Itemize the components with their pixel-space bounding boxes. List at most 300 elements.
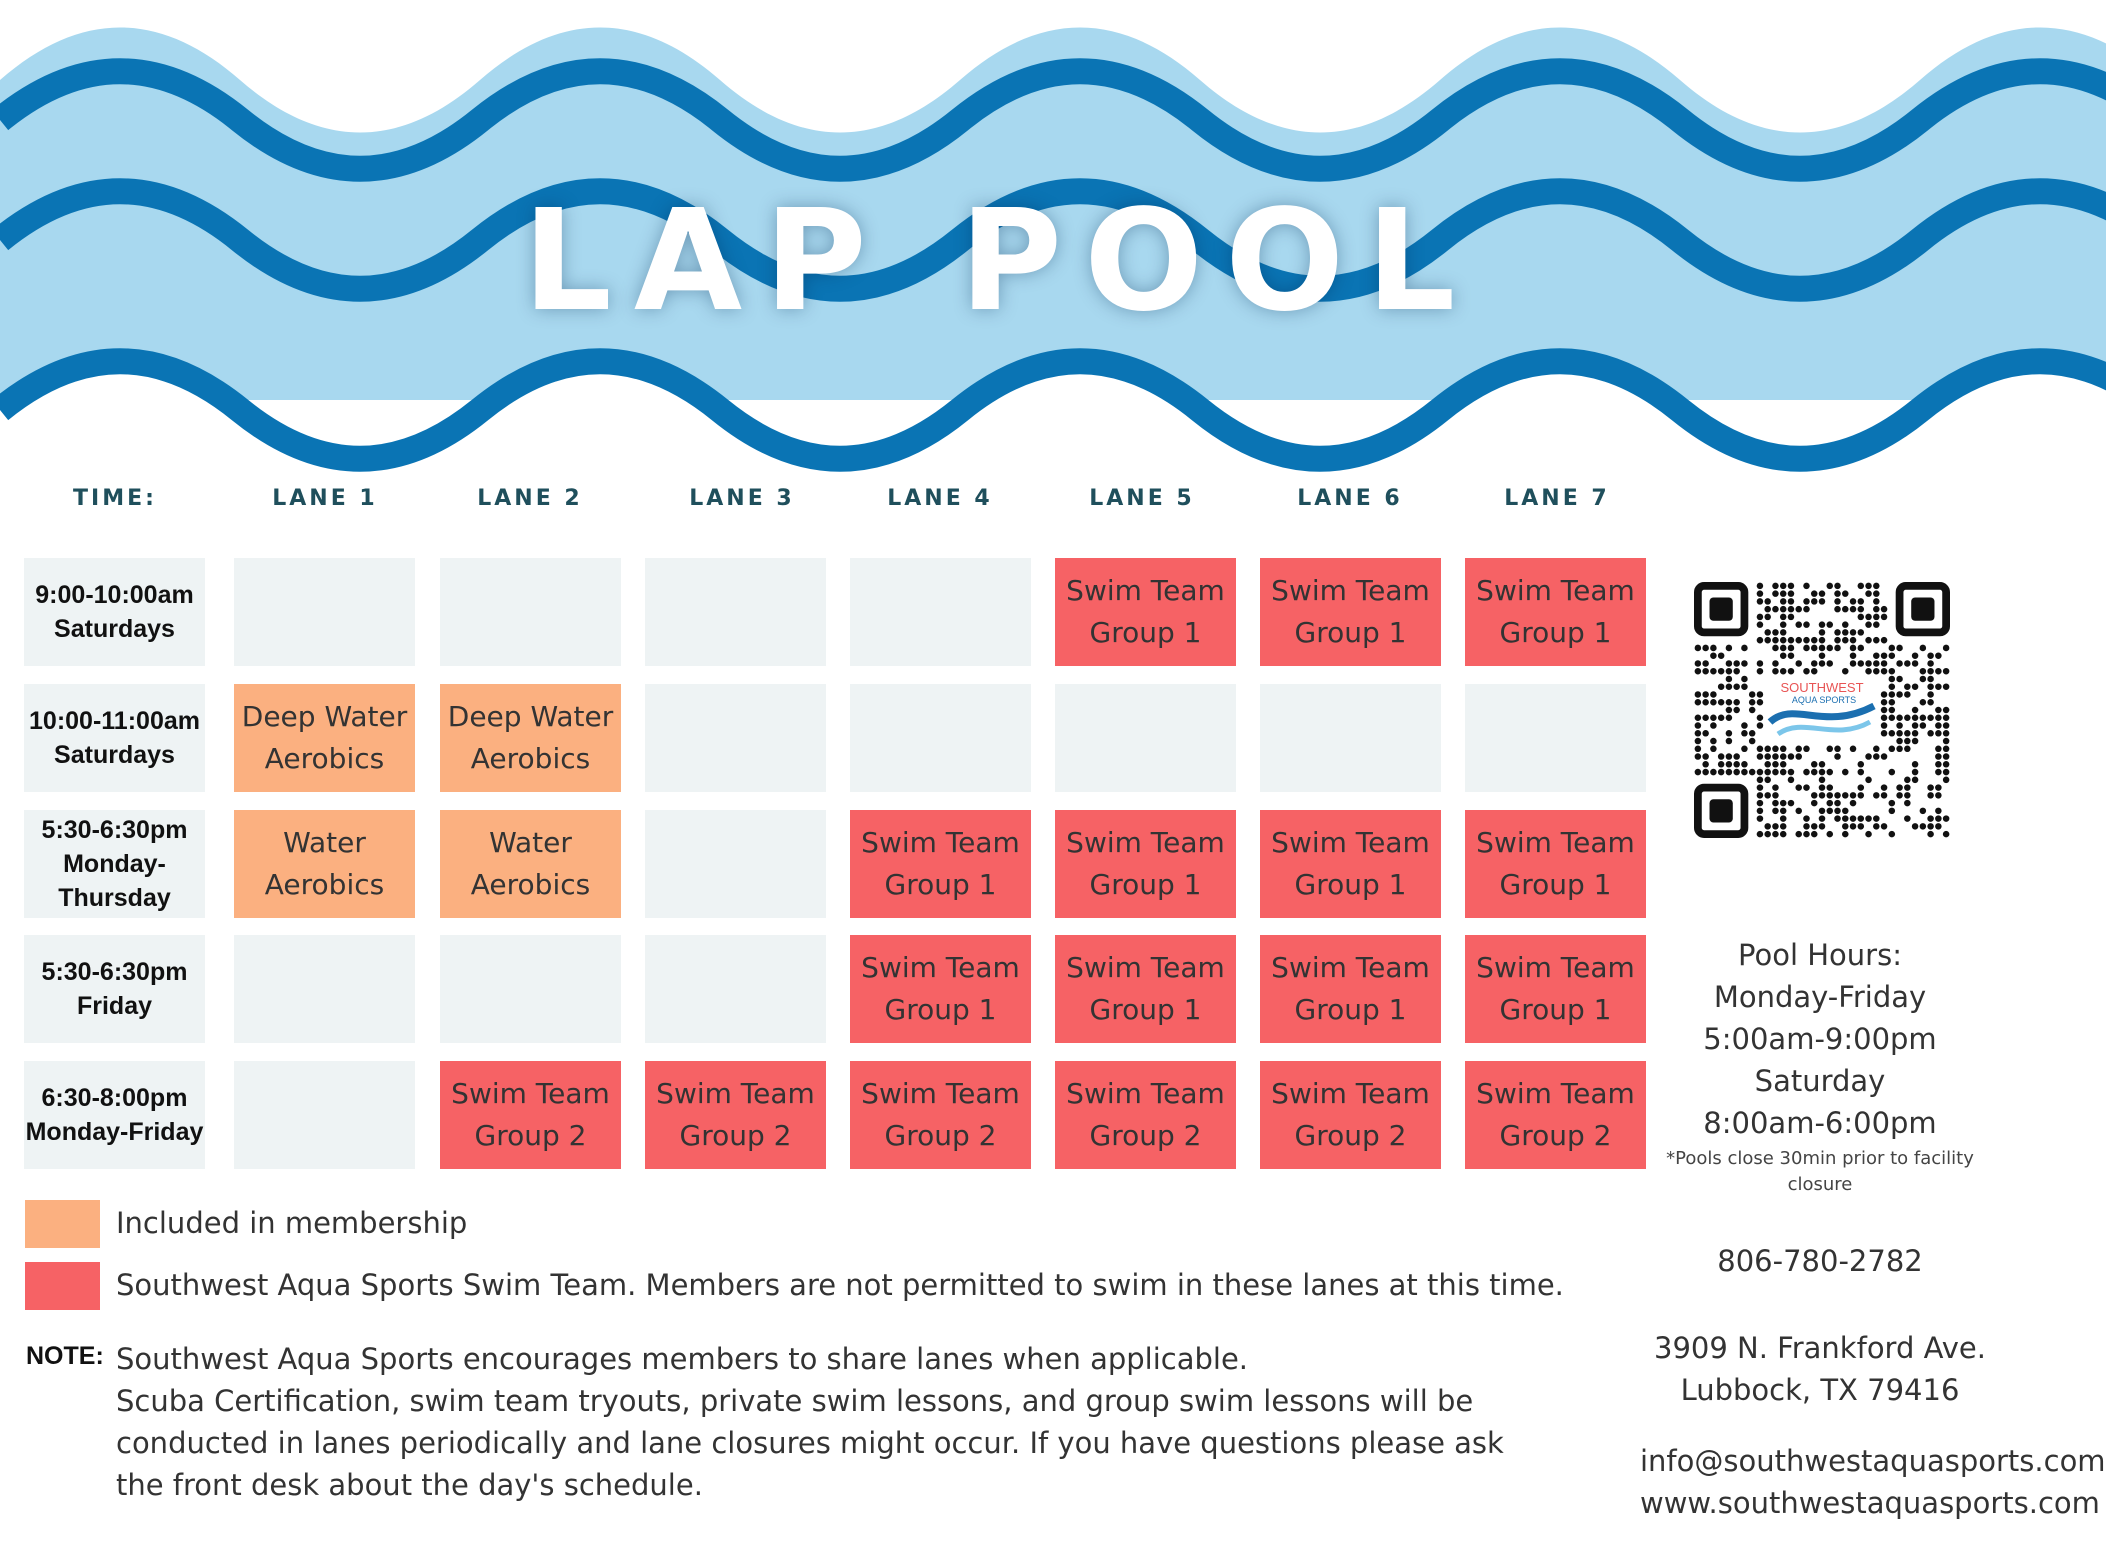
qr-module — [1702, 645, 1709, 652]
qr-module — [1912, 722, 1919, 729]
qr-module — [1795, 637, 1802, 644]
qr-module — [1780, 652, 1787, 659]
session-label — [1066, 1073, 1225, 1157]
qr-module — [1873, 823, 1880, 830]
qr-module — [1811, 800, 1818, 807]
qr-module — [1912, 777, 1919, 784]
qr-module — [1826, 808, 1833, 815]
qr-module — [1741, 769, 1748, 776]
qr-module — [1834, 583, 1841, 590]
qr-module — [1850, 815, 1857, 822]
qr-module — [1873, 792, 1880, 799]
qr-module — [1733, 660, 1740, 667]
qr-code[interactable] — [1694, 582, 1950, 838]
session-label-line: Swim Team — [1271, 951, 1430, 984]
qr-module — [1780, 629, 1787, 636]
session-label-line: Group 2 — [679, 1119, 792, 1152]
qr-module — [1811, 792, 1818, 799]
qr-module — [1896, 784, 1903, 791]
qr-module — [1889, 746, 1896, 753]
qr-module — [1927, 815, 1934, 822]
qr-module — [1943, 707, 1950, 714]
qr-module — [1795, 606, 1802, 613]
qr-module — [1780, 808, 1787, 815]
qr-module — [1757, 590, 1764, 597]
qr-module — [1943, 815, 1950, 822]
qr-module — [1850, 606, 1857, 613]
session-label — [451, 1073, 610, 1157]
qr-module — [1904, 660, 1911, 667]
time-label-line: 9:00-10:00am — [35, 581, 194, 609]
qr-module — [1826, 831, 1833, 838]
qr-module — [1772, 823, 1779, 830]
qr-module — [1757, 614, 1764, 621]
qr-module — [1726, 738, 1733, 745]
session-label-line: Water — [489, 826, 572, 859]
time-label-line: 5:30-6:30pm — [41, 958, 188, 986]
qr-module — [1889, 808, 1896, 815]
qr-module — [1858, 823, 1865, 830]
address — [1640, 1327, 2000, 1411]
qr-module — [1803, 823, 1810, 830]
qr-module — [1772, 645, 1779, 652]
qr-module — [1803, 831, 1810, 838]
session-label — [861, 1073, 1020, 1157]
header-lane-2: LANE 2 — [477, 486, 583, 511]
legend-text-membership: Included in membership — [116, 1206, 468, 1240]
phone-number[interactable]: 806-780-2782 — [1717, 1244, 1923, 1278]
qr-module — [1927, 784, 1934, 791]
qr-module — [1842, 769, 1849, 776]
time-cell — [24, 935, 205, 1043]
session-label-line: Group 1 — [1089, 993, 1202, 1026]
session-label — [1271, 570, 1430, 654]
qr-module — [1795, 746, 1802, 753]
qr-module — [1920, 808, 1927, 815]
qr-module — [1865, 637, 1872, 644]
lane-4-cell — [850, 1061, 1031, 1169]
qr-module — [1811, 590, 1818, 597]
qr-module — [1757, 792, 1764, 799]
qr-module — [1889, 699, 1896, 706]
qr-module — [1920, 699, 1927, 706]
lane-7-cell — [1465, 810, 1646, 918]
qr-module — [1889, 730, 1896, 737]
qr-module — [1834, 792, 1841, 799]
header-lane-3: LANE 3 — [689, 486, 795, 511]
qr-module — [1873, 621, 1880, 628]
qr-module — [1865, 831, 1872, 838]
pool-hours-saturday-label: Saturday — [1754, 1064, 1886, 1098]
qr-module — [1858, 815, 1865, 822]
qr-module — [1873, 598, 1880, 605]
qr-module — [1842, 831, 1849, 838]
session-label — [1476, 947, 1635, 1031]
qr-module — [1780, 583, 1787, 590]
qr-module — [1695, 730, 1702, 737]
lane-4-cell — [850, 684, 1031, 792]
qr-module — [1757, 808, 1764, 815]
qr-module — [1826, 746, 1833, 753]
qr-module — [1718, 683, 1725, 690]
qr-module — [1834, 753, 1841, 760]
qr-module — [1764, 761, 1771, 768]
qr-module — [1920, 676, 1927, 683]
qr-module — [1912, 823, 1919, 830]
qr-module — [1741, 722, 1748, 729]
lane-7-cell — [1465, 558, 1646, 666]
time-label-line: 10:00-11:00am — [29, 707, 200, 735]
qr-module — [1764, 637, 1771, 644]
qr-module — [1819, 660, 1826, 667]
qr-module — [1889, 800, 1896, 807]
qr-module — [1757, 637, 1764, 644]
qr-module — [1772, 831, 1779, 838]
qr-module — [1772, 808, 1779, 815]
qr-module — [1873, 652, 1880, 659]
qr-module — [1943, 722, 1950, 729]
time-label — [42, 955, 188, 1023]
qr-module — [1741, 683, 1748, 690]
qr-module — [1811, 645, 1818, 652]
time-label-line: Monday-Friday — [25, 1118, 204, 1146]
qr-module — [1842, 792, 1849, 799]
qr-module — [1826, 784, 1833, 791]
session-label-line: Deep Water — [241, 700, 408, 733]
qr-module — [1920, 668, 1927, 675]
qr-module — [1726, 730, 1733, 737]
qr-module — [1935, 746, 1942, 753]
session-label — [242, 696, 407, 780]
qr-module — [1772, 668, 1779, 675]
qr-module — [1826, 800, 1833, 807]
qr-module — [1780, 800, 1787, 807]
qr-module — [1803, 606, 1810, 613]
lane-1-cell — [234, 558, 415, 666]
qr-module — [1811, 598, 1818, 605]
qr-module — [1788, 769, 1795, 776]
session-label — [1066, 947, 1225, 1031]
qr-module — [1881, 792, 1888, 799]
qr-module — [1873, 614, 1880, 621]
session-label-line: Swim Team — [1271, 574, 1430, 607]
qr-module — [1788, 800, 1795, 807]
qr-module — [1819, 652, 1826, 659]
qr-module — [1826, 769, 1833, 776]
qr-module — [1935, 753, 1942, 760]
qr-module — [1695, 738, 1702, 745]
qr-module — [1943, 761, 1950, 768]
qr-module — [1865, 614, 1872, 621]
qr-module — [1718, 652, 1725, 659]
session-label-line: Group 1 — [1499, 993, 1612, 1026]
qr-module — [1842, 815, 1849, 822]
qr-module — [1795, 660, 1802, 667]
qr-module — [1819, 784, 1826, 791]
session-label — [1476, 1073, 1635, 1157]
qr-module — [1772, 792, 1779, 799]
qr-module — [1842, 606, 1849, 613]
qr-module — [1695, 769, 1702, 776]
qr-module — [1943, 753, 1950, 760]
lane-6-cell — [1260, 1061, 1441, 1169]
qr-module — [1702, 753, 1709, 760]
qr-module — [1920, 645, 1927, 652]
qr-module — [1927, 714, 1934, 721]
qr-module — [1834, 808, 1841, 815]
qr-module — [1819, 815, 1826, 822]
session-label-line: Aerobics — [264, 868, 385, 901]
qr-module — [1819, 769, 1826, 776]
qr-module — [1912, 707, 1919, 714]
session-label-line: Group 2 — [884, 1119, 997, 1152]
qr-module — [1881, 699, 1888, 706]
qr-module — [1920, 722, 1927, 729]
website-link[interactable]: www.southwestaquasports.com — [1640, 1486, 2100, 1520]
qr-module — [1749, 769, 1756, 776]
qr-module — [1842, 621, 1849, 628]
header-lane-6: LANE 6 — [1297, 486, 1403, 511]
pool-hours-saturday-time: 8:00am-6:00pm — [1703, 1106, 1937, 1140]
lane-7-cell — [1465, 935, 1646, 1043]
qr-module — [1889, 831, 1896, 838]
qr-module — [1834, 590, 1841, 597]
qr-module — [1757, 831, 1764, 838]
qr-module — [1873, 590, 1880, 597]
qr-module — [1826, 660, 1833, 667]
time-label-line: 5:30-6:30pm — [41, 816, 188, 844]
qr-module — [1795, 808, 1802, 815]
qr-module — [1733, 769, 1740, 776]
qr-module — [1819, 590, 1826, 597]
qr-module — [1788, 753, 1795, 760]
qr-module — [1904, 714, 1911, 721]
qr-module — [1865, 660, 1872, 667]
qr-module — [1726, 676, 1733, 683]
qr-module — [1943, 668, 1950, 675]
time-label-line: Thursday — [58, 884, 171, 912]
qr-module — [1764, 606, 1771, 613]
qr-module — [1935, 761, 1942, 768]
qr-module — [1912, 660, 1919, 667]
qr-module — [1803, 645, 1810, 652]
qr-module — [1935, 668, 1942, 675]
qr-module — [1819, 777, 1826, 784]
qr-module — [1904, 777, 1911, 784]
session-label-line: Group 1 — [884, 868, 997, 901]
qr-module — [1927, 691, 1934, 698]
session-label — [1066, 822, 1225, 906]
qr-module — [1865, 815, 1872, 822]
qr-module — [1718, 668, 1725, 675]
qr-module — [1865, 668, 1872, 675]
pool-close-note-line: closure — [1787, 1174, 1853, 1195]
qr-module — [1842, 823, 1849, 830]
qr-module — [1757, 714, 1764, 721]
session-label-line: Aerobics — [470, 868, 591, 901]
time-label-line: Monday- — [63, 850, 166, 878]
qr-module — [1896, 660, 1903, 667]
session-label-line: Swim Team — [1476, 951, 1635, 984]
qr-module — [1780, 621, 1787, 628]
qr-module — [1780, 753, 1787, 760]
qr-module — [1757, 769, 1764, 776]
time-cell — [24, 558, 205, 666]
qr-module — [1702, 761, 1709, 768]
qr-module — [1780, 606, 1787, 613]
qr-module — [1889, 691, 1896, 698]
qr-module — [1726, 645, 1733, 652]
qr-module — [1795, 621, 1802, 628]
qr-module — [1811, 660, 1818, 667]
session-label-line: Group 2 — [474, 1119, 587, 1152]
qr-module — [1834, 800, 1841, 807]
qr-module — [1741, 761, 1748, 768]
qr-module — [1904, 815, 1911, 822]
qr-module — [1788, 652, 1795, 659]
qr-module — [1881, 714, 1888, 721]
qr-module — [1803, 668, 1810, 675]
pool-hours-label: Pool Hours: — [1738, 938, 1902, 972]
qr-module — [1764, 598, 1771, 605]
email-link[interactable]: info@southwestaquasports.com — [1640, 1444, 2106, 1478]
qr-module — [1850, 660, 1857, 667]
qr-module — [1819, 598, 1826, 605]
qr-module — [1710, 714, 1717, 721]
pool-close-note-line: *Pools close 30min prior to facility — [1666, 1148, 1974, 1169]
qr-module — [1834, 598, 1841, 605]
qr-module — [1935, 784, 1942, 791]
qr-module — [1757, 722, 1764, 729]
qr-module — [1850, 637, 1857, 644]
qr-module — [1695, 753, 1702, 760]
lane-5-cell — [1055, 558, 1236, 666]
qr-module — [1912, 683, 1919, 690]
qr-module — [1935, 769, 1942, 776]
qr-module — [1858, 614, 1865, 621]
qr-module — [1935, 707, 1942, 714]
qr-module — [1772, 761, 1779, 768]
qr-module — [1858, 629, 1865, 636]
qr-module — [1927, 660, 1934, 667]
qr-module — [1772, 583, 1779, 590]
qr-module — [1819, 808, 1826, 815]
qr-module — [1757, 583, 1764, 590]
qr-module — [1858, 761, 1865, 768]
qr-module — [1695, 660, 1702, 667]
qr-module — [1695, 714, 1702, 721]
address-city: Lubbock, TX 79416 — [1680, 1373, 1960, 1407]
qr-module — [1881, 823, 1888, 830]
logo-wave-icon — [1778, 722, 1870, 734]
qr-module — [1733, 683, 1740, 690]
session-label-line: Group 1 — [1089, 868, 1202, 901]
qr-module — [1803, 583, 1810, 590]
session-label — [1476, 822, 1635, 906]
session-label-line: Group 2 — [1499, 1119, 1612, 1152]
qr-module — [1935, 792, 1942, 799]
time-label-line: Saturdays — [54, 615, 175, 643]
qr-module — [1749, 730, 1756, 737]
qr-module — [1772, 753, 1779, 760]
qr-module — [1842, 668, 1849, 675]
qr-module — [1757, 746, 1764, 753]
qr-module — [1927, 831, 1934, 838]
qr-module — [1927, 668, 1934, 675]
qr-module — [1842, 808, 1849, 815]
time-label — [29, 704, 200, 772]
qr-module — [1726, 660, 1733, 667]
qr-module — [1695, 722, 1702, 729]
qr-module — [1850, 652, 1857, 659]
qr-module — [1764, 777, 1771, 784]
qr-module — [1819, 645, 1826, 652]
qr-module — [1772, 784, 1779, 791]
qr-module — [1772, 629, 1779, 636]
qr-module — [1927, 730, 1934, 737]
qr-module — [1858, 645, 1865, 652]
qr-module — [1881, 730, 1888, 737]
qr-module — [1865, 590, 1872, 597]
qr-module — [1710, 691, 1717, 698]
qr-module — [1943, 730, 1950, 737]
qr-finder-pattern — [1698, 788, 1745, 835]
qr-module — [1858, 606, 1865, 613]
qr-module — [1881, 668, 1888, 675]
lane-5-cell — [1055, 1061, 1236, 1169]
qr-module — [1710, 738, 1717, 745]
page-title: LAP POOL — [522, 180, 1478, 343]
session-label-line: Group 1 — [1089, 616, 1202, 649]
qr-module — [1757, 668, 1764, 675]
qr-module — [1695, 668, 1702, 675]
qr-module — [1943, 738, 1950, 745]
qr-module — [1858, 583, 1865, 590]
qr-module — [1873, 606, 1880, 613]
session-label-line: Water — [283, 826, 366, 859]
session-label-line: Swim Team — [861, 826, 1020, 859]
qr-module — [1749, 699, 1756, 706]
session-label-line: Swim Team — [1476, 1077, 1635, 1110]
qr-module — [1927, 652, 1934, 659]
qr-module — [1904, 691, 1911, 698]
session-label-line: Aerobics — [470, 742, 591, 775]
qr-module — [1904, 800, 1911, 807]
qr-module — [1904, 683, 1911, 690]
session-label-line: Swim Team — [1066, 951, 1225, 984]
qr-module — [1718, 714, 1725, 721]
qr-module — [1795, 753, 1802, 760]
qr-module — [1935, 808, 1942, 815]
qr-module — [1935, 714, 1942, 721]
lane-6-cell — [1260, 558, 1441, 666]
qr-module — [1757, 777, 1764, 784]
qr-module — [1912, 761, 1919, 768]
session-label — [1476, 570, 1635, 654]
qr-module — [1811, 637, 1818, 644]
session-label — [265, 822, 384, 906]
qr-module — [1927, 699, 1934, 706]
qr-module — [1772, 769, 1779, 776]
qr-module — [1718, 753, 1725, 760]
session-label-line: Swim Team — [1066, 574, 1225, 607]
qr-module — [1811, 761, 1818, 768]
qr-module — [1811, 831, 1818, 838]
qr-module — [1757, 699, 1764, 706]
lane-3-cell — [645, 684, 826, 792]
qr-module — [1826, 645, 1833, 652]
qr-module — [1935, 823, 1942, 830]
